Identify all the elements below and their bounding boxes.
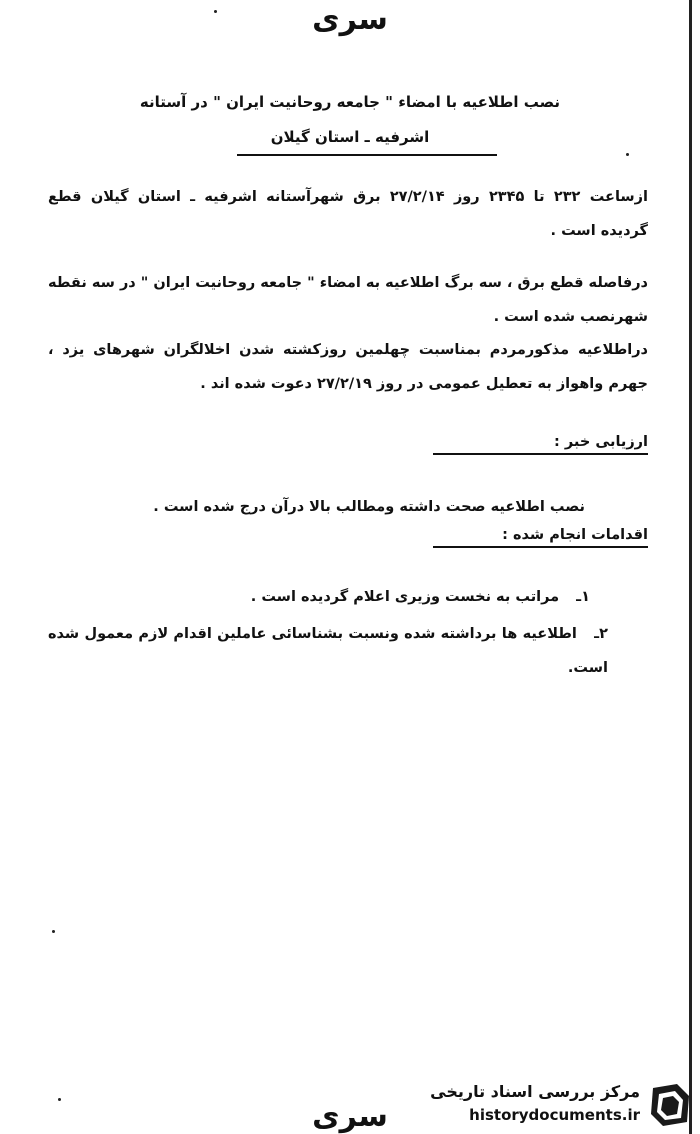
document-title-line1: نصب اطلاعیه با امضاء " جامعه روحانیت ایران " در آستانه	[139, 93, 561, 111]
title-underline	[237, 154, 497, 156]
action-number: ۲ـ	[594, 626, 608, 642]
page-edge-border	[689, 0, 692, 1134]
action-text: مراتب به نخست وزیری اعلام گردیده است .	[250, 589, 560, 605]
classification-bottom: سری	[312, 1099, 388, 1134]
paragraph-notice-posted: درفاصله قطع برق ، سه برگ اطلاعیه به امضاء " جامعه روحانیت ایران " در سه نقطه شهرنصب شده است .	[48, 275, 648, 325]
book-logo-icon	[647, 1082, 695, 1128]
paragraph-notice-content: دراطلاعیه مذکورمردم بمناسبت چهلمین روزکشته شدن اخلالگران شهرهای یزد ، جهرم واهواز به تعطیل عمومی در روز ۲۷/۲/۱۹ دعوت شده اند .	[48, 342, 648, 392]
action-item	[48, 617, 608, 685]
action-number: ۱ـ	[576, 589, 590, 605]
speck	[626, 153, 629, 156]
action-text: اطلاعیه ها برداشته شده ونسبت بشناسائی عاملین اقدام لازم معمول شده است.	[48, 626, 608, 676]
heading-actions: اقدامات انجام شده :	[433, 527, 648, 548]
speck	[52, 930, 55, 933]
watermark-url: historydocuments.ir	[469, 1106, 640, 1124]
heading-assessment: ارزیابی خبر :	[433, 434, 648, 455]
document-title-line2: اشرفیه ـ استان گیلان	[270, 128, 430, 146]
action-item	[251, 580, 590, 614]
watermark-logo	[410, 1082, 695, 1130]
paragraph-power-outage: ازساعت ۲۳۲ تا ۲۳۴۵ روز ۲۷/۲/۱۴ برق شهرآستانه اشرفیه ـ استان گیلان قطع گردیده است .	[48, 189, 648, 239]
classification-top: سری	[312, 2, 388, 37]
speck	[214, 10, 217, 13]
watermark-name: مرکز بررسی اسناد تاریخی	[430, 1082, 640, 1101]
assessment-text: نصب اطلاعیه صحت داشته ومطالب بالا درآن درج شده است .	[153, 499, 585, 515]
